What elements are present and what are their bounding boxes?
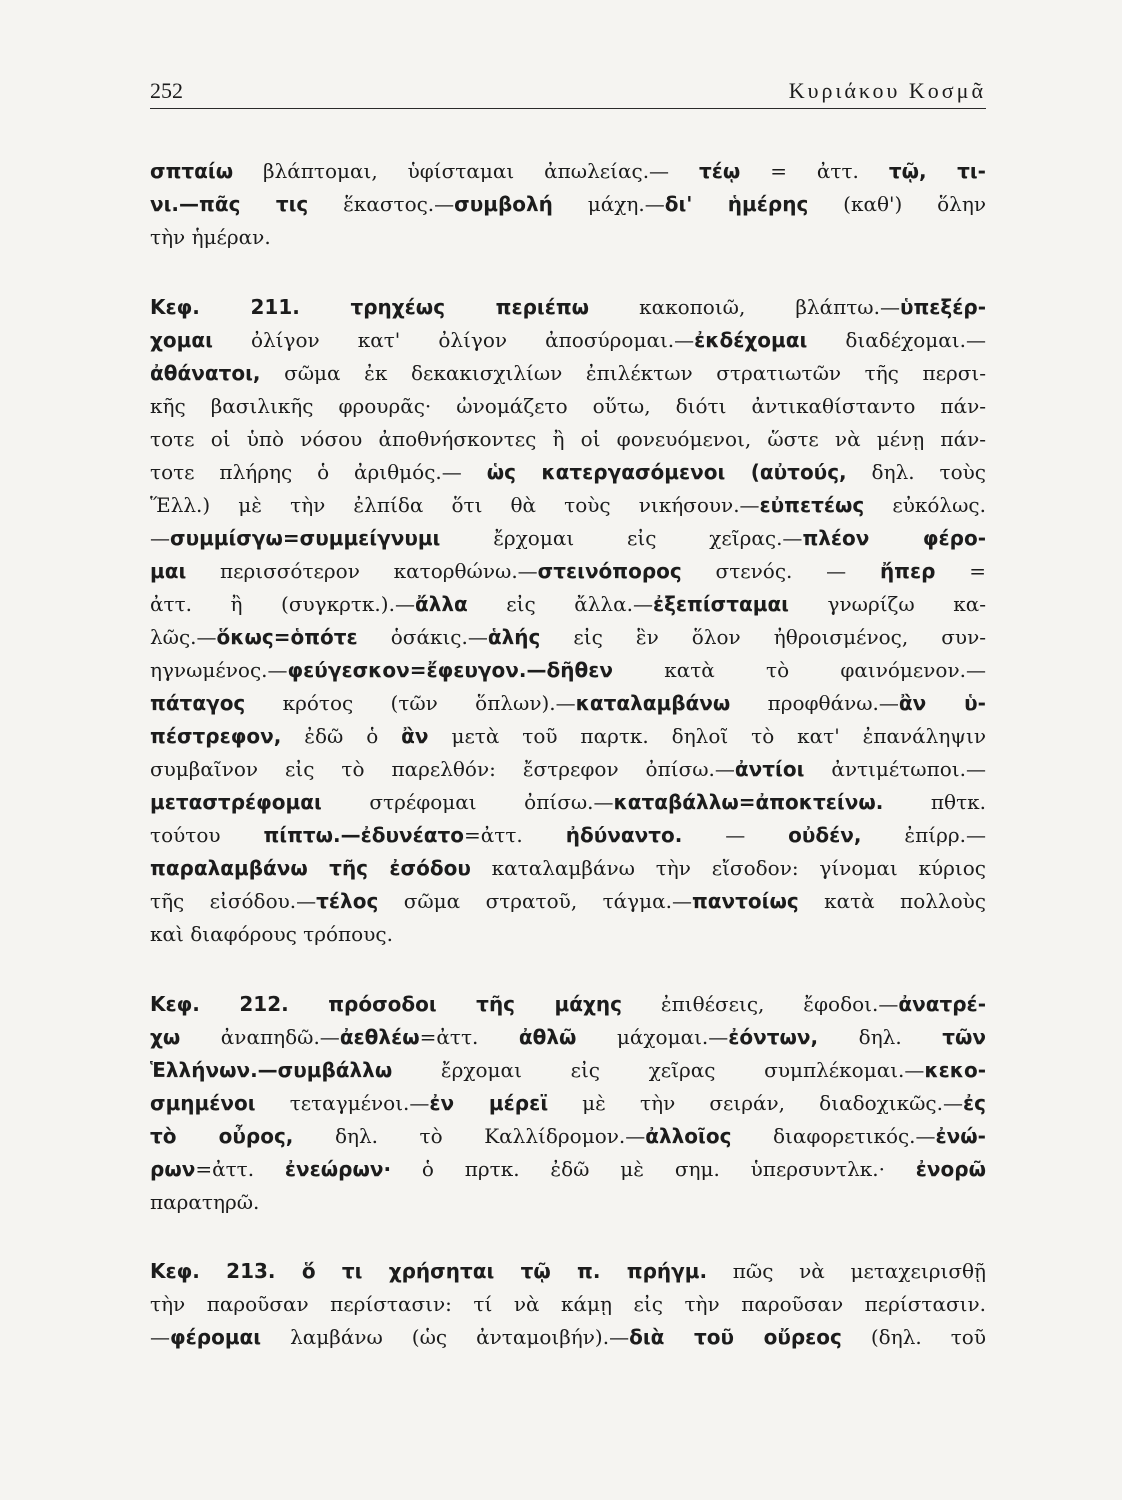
headword: φεύγεσκον=ἔφευγον.—δῆθεν	[287, 658, 613, 682]
text-line: τὴν παροῦσαν περίστασιν: τί νὰ κάμῃ εἰς τὴν παροῦσαν περίστασιν.	[150, 1292, 986, 1316]
headword: καταβάλλω=ἀποκτείνω.	[613, 790, 884, 814]
text-line: σπταίω βλάπτομαι, ὑφίσταμαι ἀπωλείας.— τέῳ = ἀττ. τῷ, τι-	[150, 159, 986, 183]
headword: οὐδέν,	[788, 823, 862, 847]
text-line: Κεφ. 212. πρόσοδοι τῆς μάχης ἐπιθέσεις, ἔφοδοι.—ἀνατρέ-	[150, 992, 986, 1016]
text-line: ηγνωμένος.—φεύγεσκον=ἔφευγον.—δῆθεν κατὰ τὸ φαινόμενον.—	[150, 658, 986, 682]
headword: πλέον φέρο-	[802, 526, 986, 550]
text-line: τοτε πλήρης ὁ ἀριθμός.— ὡς κατεργασόμενοι (αὐτούς, δηλ. τοὺς	[150, 460, 986, 484]
text-line: μαι περισσότερον κατορθώνω.—στεινόπορος στενός. — ἤπερ =	[150, 559, 986, 583]
headword: ἂν ὑ-	[898, 691, 986, 715]
text-line: χω ἀναπηδῶ.—ἀεθλέω=ἀττ. ἀθλῶ μάχομαι.—ἐόντων, δηλ. τῶν	[150, 1025, 986, 1049]
text-line: ἀθάνατοι, σῶμα ἐκ δεκακισχιλίων ἐπιλέκτων στρατιωτῶν τῆς περσι-	[150, 361, 986, 385]
headword: χω	[150, 1025, 181, 1049]
headword: ἐξεπίσταμαι	[652, 592, 789, 616]
headword: ἄλλα	[414, 592, 468, 616]
headword: ἀνατρέ-	[898, 992, 986, 1016]
headword: σμημένοι	[150, 1091, 256, 1115]
headword: στεινόπορος	[537, 559, 682, 583]
headword: χομαι	[150, 328, 213, 352]
headword: πέστρεφον,	[150, 724, 282, 748]
headword: ὑπεξέρ-	[899, 295, 986, 319]
headword: μαι	[150, 559, 187, 583]
text-line: παραλαμβάνω τῆς ἐσόδου καταλαμβάνω τὴν εἴσοδον: γίνομαι κύριος	[150, 856, 987, 880]
headword: ἐνώ-	[935, 1124, 986, 1148]
headword: ὅκως=ὁπότε	[216, 625, 358, 649]
headword: καταλαμβάνω	[575, 691, 731, 715]
headword: συμμίσγω=συμμείγνυμι	[170, 526, 441, 550]
headword: ἀθλῶ	[518, 1025, 577, 1049]
text-line: χομαι ὀλίγον κατ' ὀλίγον ἀποσύρομαι.—ἐκδέχομαι διαδέχομαι.—	[150, 328, 986, 352]
headword: ἠδύναντο.	[565, 823, 683, 847]
text-line: κῆς βασιλικῆς φρουρᾶς· ὠνομάζετο οὕτω, διότι ἀντικαθίσταντο πάν-	[150, 394, 986, 418]
text-line: —συμμίσγω=συμμείγνυμι ἔρχομαι εἰς χεῖρας.—πλέον φέρο-	[150, 526, 986, 550]
headword: νι.—πᾶς τις	[150, 192, 309, 216]
text-line: πάταγος κρότος (τῶν ὅπλων).—καταλαμβάνω προφθάνω.—ἂν ὑ-	[150, 691, 986, 715]
page-header	[150, 72, 986, 109]
headword: σπταίω	[150, 159, 234, 183]
text-line: Ἕλλ.) μὲ τὴν ἐλπίδα ὅτι θὰ τοὺς νικήσουν.—εὐπετέως εὐκόλως.	[150, 493, 986, 517]
headword: ρων	[150, 1157, 196, 1181]
text-line: —φέρομαι λαμβάνω (ὡς ἀνταμοιβήν).—διὰ τοῦ οὔρεος (δηλ. τοῦ	[150, 1325, 986, 1349]
headword: συμβολή	[454, 192, 553, 216]
headword: πίπτω.—ἐδυνέατο	[263, 823, 465, 847]
headword: φέρομαι	[170, 1325, 262, 1349]
headword: παντοίως	[691, 889, 799, 913]
text-line: Κεφ. 213. ὅ τι χρήσηται τῷ π. πρήγμ. πῶς νὰ μεταχειρισθῇ	[150, 1259, 986, 1283]
headword: τέλος	[316, 889, 379, 913]
text-line: ρων=ἀττ. ἐνεώρων· ὁ πρτκ. ἐδῶ μὲ σημ. ὑπερσυντλκ.· ἐνορῶ	[150, 1157, 986, 1181]
text-line: τὸ οὖρος, δηλ. τὸ Καλλίδρομον.—ἀλλοῖος διαφορετικός.—ἐνώ-	[150, 1124, 986, 1148]
text-line: Ἑλλήνων.—συμβάλλω ἔρχομαι εἰς χεῖρας συμπλέκομαι.—κεκο-	[150, 1058, 986, 1082]
headword: τῷ, τι-	[888, 159, 986, 183]
headword: ἐς	[962, 1091, 986, 1115]
headword: τέῳ	[699, 159, 741, 183]
headword: ἀλλοῖος	[645, 1124, 732, 1148]
headword: δι' ἡμέρης	[664, 192, 809, 216]
text-line: νι.—πᾶς τις ἕκαστος.—συμβολή μάχη.—δι' ἡμέρης (καθ') ὅλην	[150, 192, 986, 216]
text-line: μεταστρέφομαι στρέφομαι ὀπίσω.—καταβάλλω=ἀποκτείνω. πθτκ.	[150, 790, 986, 814]
text-line: συμβαῖνον εἰς τὸ παρελθόν: ἔστρεφον ὀπίσω.—ἀντίοι ἀντιμέτωποι.—	[150, 757, 987, 781]
page-number: 252	[150, 78, 183, 103]
headword: τῶν	[942, 1025, 986, 1049]
headword: ἀντίοι	[734, 757, 805, 781]
running-title: Κυριάκου Κοσμᾶ	[788, 78, 986, 103]
headword: διὰ τοῦ οὔρεος	[629, 1325, 842, 1349]
text-line: παρατηρῶ.	[150, 1190, 260, 1214]
headword: ἐνεώρων·	[284, 1157, 392, 1181]
headword: κεκο-	[924, 1058, 986, 1082]
headword: ἀθάνατοι,	[150, 361, 261, 385]
headword: εὐπετέως	[759, 493, 865, 517]
headword: ἂν	[401, 724, 429, 748]
text-line: καὶ διαφόρους τρόπους.	[150, 922, 393, 946]
text-line: πέστρεφον, ἐδῶ ὁ ἂν μετὰ τοῦ παρτκ. δηλοῖ τὸ κατ' ἐπανάληψιν	[150, 724, 986, 748]
headword: ἐόντων,	[728, 1025, 819, 1049]
headword: ἐν μέρεϊ	[429, 1091, 549, 1115]
headword: ἁλής	[487, 625, 541, 649]
headword: τὸ οὖρος,	[150, 1124, 294, 1148]
headword: πάταγος	[150, 691, 246, 715]
text-line: τὴν ἡμέραν.	[150, 225, 271, 249]
headword: Κεφ. 213. ὅ τι χρήσηται τῷ π. πρήγμ.	[150, 1259, 708, 1283]
text-line: Κεφ. 211. τρηχέως περιέπω κακοποιῶ, βλάπτω.—ὑπεξέρ-	[150, 295, 986, 319]
headword: ἤπερ	[879, 559, 936, 583]
text-line: τοτε οἱ ὑπὸ νόσου ἀποθνήσκοντες ἢ οἱ φονευόμενοι, ὥστε νὰ μένῃ πάν-	[150, 427, 986, 451]
headword: ἀεθλέω	[339, 1025, 420, 1049]
headword: Κεφ. 212. πρόσοδοι τῆς μάχης	[150, 992, 622, 1016]
text-line: τῆς εἰσόδου.—τέλος σῶμα στρατοῦ, τάγμα.—παντοίως κατὰ πολλοὺς	[150, 889, 986, 913]
headword: ἐνορῶ	[915, 1157, 986, 1181]
headword: Ἑλλήνων.—συμβάλλω	[150, 1058, 393, 1082]
headword: Κεφ. 211. τρηχέως περιέπω	[150, 295, 590, 319]
text-line: λῶς.—ὅκως=ὁπότε ὁσάκις.—ἁλής εἰς ἓν ὅλον ἠθροισμένος, συν-	[150, 625, 986, 649]
headword: παραλαμβάνω τῆς ἐσόδου	[150, 856, 471, 880]
headword: ὡς κατεργασόμενοι (αὐτούς,	[486, 460, 847, 484]
text-line: ἀττ. ἢ (συγκρτκ.).—ἄλλα εἰς ἄλλα.—ἐξεπίσταμαι γνωρίζω κα-	[150, 592, 986, 616]
headword: ἐκδέχομαι	[694, 328, 808, 352]
headword: μεταστρέφομαι	[150, 790, 322, 814]
text-line: σμημένοι τεταγμένοι.—ἐν μέρεϊ μὲ τὴν σειράν, διαδοχικῶς.—ἐς	[150, 1091, 986, 1115]
text-line: τούτου πίπτω.—ἐδυνέατο=ἀττ. ἠδύναντο. — οὐδέν, ἐπίρρ.—	[150, 823, 987, 847]
